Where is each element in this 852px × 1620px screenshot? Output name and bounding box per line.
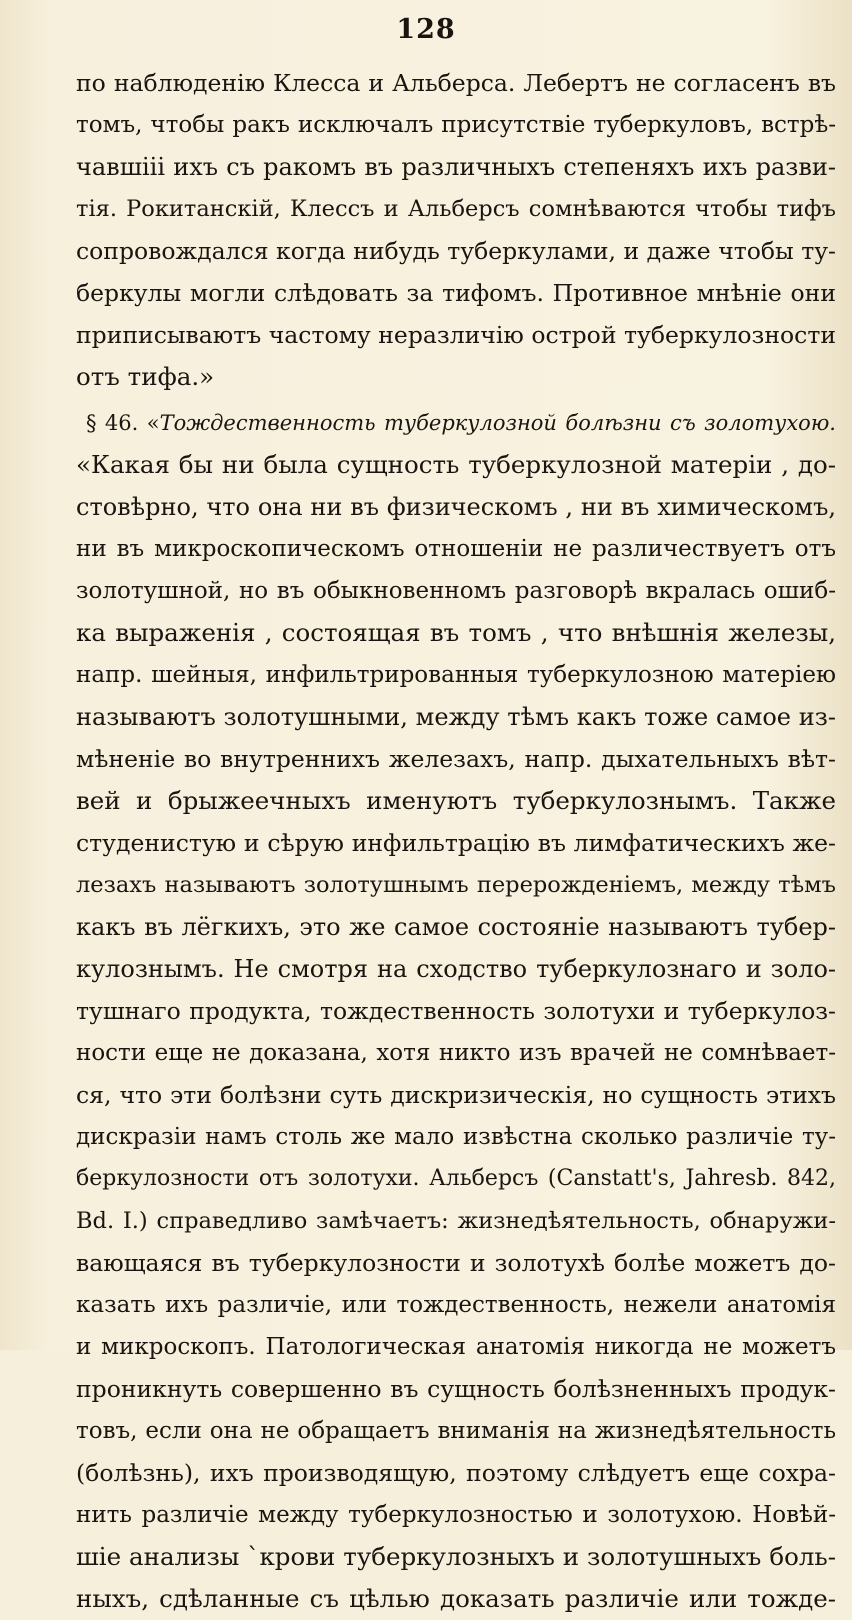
text-line: мѣненіе во внутреннихъ железахъ, напр. дыхательныхъ вѣт- xyxy=(76,745,836,773)
text-line: шіе анализы `крови туберкулозныхъ и золотушныхъ боль- xyxy=(76,1542,836,1571)
text-line: стовѣрно, что она ни въ физическомъ , ни въ химическомъ, xyxy=(76,493,836,521)
text-line: беркулы могли слѣдовать за тифомъ. Противное мнѣніе они xyxy=(76,279,836,307)
text-line: студенистую и сѣрую инфильтрацію въ лимфатическихъ же- xyxy=(76,829,836,857)
text-line: кулознымъ. Не смотря на сходство туберкулознаго и золо- xyxy=(76,955,836,983)
text-line: лезахъ называютъ золотушнымъ перерожденіемъ, между тѣмъ xyxy=(76,872,836,898)
text-line: ся, что эти болѣзни суть дискризическія, но сущность этихъ xyxy=(76,1081,836,1109)
text-line: «Какая бы ни была сущность туберкулозной матеріи , до- xyxy=(76,450,836,479)
text-line: и микроскопъ. Патологическая анатомія никогда не можетъ xyxy=(76,1334,836,1360)
text-line: товъ, если она не обращаетъ вниманія на жизнедѣятельность xyxy=(76,1418,836,1444)
text-line: золотушной, но въ обыкновенномъ разговорѣ вкралась ошиб- xyxy=(76,578,836,604)
text-block xyxy=(76,62,836,1620)
text-line: беркулозности отъ золотухи. Альберсъ (Canstatt's, Jahresb. 842, xyxy=(76,1166,836,1191)
text-line: вей и брыжеечныхъ именуютъ туберкулознымъ. Также xyxy=(76,786,836,815)
paragraph-1 xyxy=(76,62,836,398)
page-number: 128 xyxy=(396,14,456,45)
text-line: ности еще не доказана, хотя никто изъ врачей не сомнѣвает- xyxy=(76,1040,836,1066)
text-line: называютъ золотушными, между тѣмъ какъ тоже самое из- xyxy=(76,703,836,731)
text-line: напр. шейныя, инфильтрированныя туберкулозною матеріею xyxy=(76,662,836,688)
text-line: приписываютъ частому неразличію острой туберкулозности xyxy=(76,321,836,349)
text-line: дискразіи намъ столь же мало извѣстна сколько различіе ту- xyxy=(76,1124,836,1150)
text-line: сопровождался когда нибудь туберкулами, и даже чтобы ту- xyxy=(76,237,836,265)
text-line: какъ въ лёгкихъ, это же самое состояніе называютъ тубер- xyxy=(76,913,836,941)
text-line: по наблюденію Клесса и Альберса. Лебертъ не согласенъ въ xyxy=(76,69,836,97)
text-line: (болѣзнь), ихъ производящую, поэтому слѣдуетъ еще сохра- xyxy=(76,1459,836,1487)
section-heading: Тождественность туберкулозной болѣзни съ золотухою. xyxy=(159,411,836,435)
text-line: томъ, чтобы ракъ исключалъ присутствіе туберкуловъ, встрѣ- xyxy=(76,112,836,138)
text-line: ни въ микроскопическомъ отношеніи не различествуетъ отъ xyxy=(76,536,836,562)
section-heading-line xyxy=(76,402,836,444)
text-line: тія. Рокитанскій, Клессъ и Альберсъ сомнѣваются чтобы тифъ xyxy=(76,196,836,222)
text-line: Bd. I.) справедливо замѣчаетъ: жизнедѣятельность, обнаружи- xyxy=(76,1208,836,1234)
text-line: тушнаго продукта, тождественность золотухи и туберкулоз- xyxy=(76,997,836,1025)
text-line: нить различіе между туберкулозностью и золотухою. Новѣй- xyxy=(76,1502,836,1528)
section-number: § 46. « xyxy=(86,411,160,435)
text-line: казать ихъ различіе, или тождественность, нежели анатомія xyxy=(76,1292,836,1318)
text-line: ка выраженія , состоящая въ томъ , что внѣшнія железы, xyxy=(76,618,836,647)
text-line: проникнуть совершенно въ сущность болѣзненныхъ продук- xyxy=(76,1375,836,1403)
text-line: чавшііі ихъ съ ракомъ въ различныхъ степеняхъ ихъ разви- xyxy=(76,153,836,181)
text-line: отъ тифа.» xyxy=(76,362,215,391)
section-46 xyxy=(76,402,836,1620)
text-line: ныхъ, сдѣланные съ цѣлью доказать различіе или тожде- xyxy=(76,1584,836,1613)
text-line: вающаяся въ туберкулозности и золотухѣ болѣе можетъ до- xyxy=(76,1249,836,1277)
